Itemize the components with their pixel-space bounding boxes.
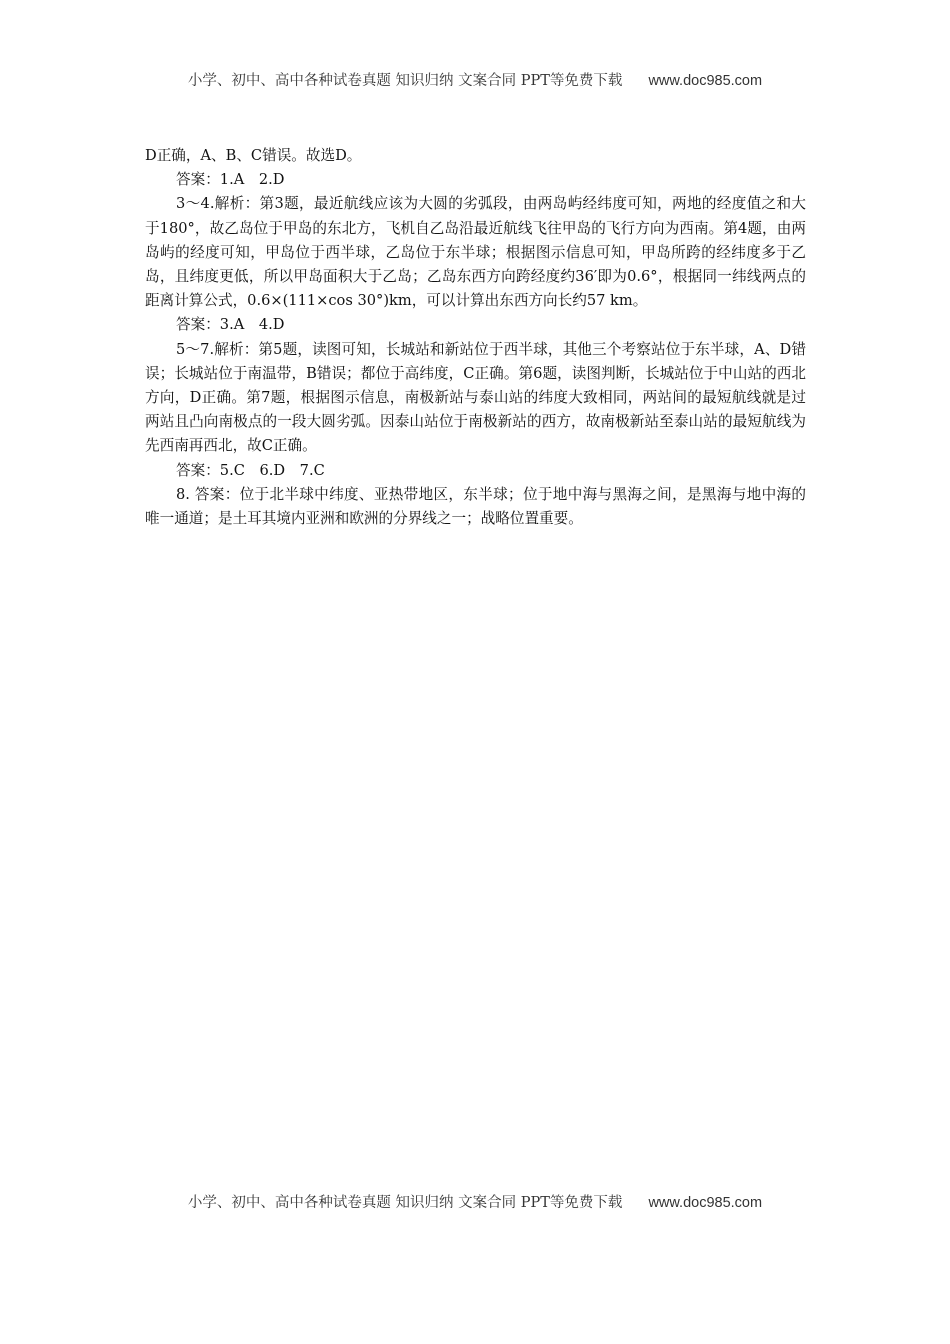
footer-text: 小学、初中、高中各种试卷真题 知识归纳 文案合同 PPT等免费下载 [187,1195,623,1211]
analysis-3-4: 3～4.解析：第3题，最近航线应该为大圆的劣弧段，由两岛屿经纬度可知，两地的经度值之和大于180°，故乙岛位于甲岛的东北方，飞机自乙岛沿最近航线飞往甲岛的飞行方向为西南。第4题，由两岛屿的经度可知，甲岛位于西半球，乙岛位于东半球；根据图示信息可知，甲岛所跨的经纬度多于乙岛，且纬度更低，所以甲岛面积大于乙岛；乙岛东西方向跨经度约36′即为0.6°，根据同一纬线两点的距离计算公式，0.6×(111×cos 30°)km，可以计算出东西方向长约57 km。 [145,195,806,310]
paragraph-continuation: D正确，A、B、C错误。故选D。 [145,147,362,164]
header-site-link[interactable]: www.doc985.com [648,73,763,89]
answer-3-4: 答案：3.A 4.D [176,316,285,334]
footer-site-link[interactable]: www.doc985.com [648,1195,763,1211]
answer-content [145,144,806,531]
header-text: 小学、初中、高中各种试卷真题 知识归纳 文案合同 PPT等免费下载 [187,73,623,89]
page-footer [0,1191,950,1212]
answer-5-7: 答案：5.C 6.D 7.C [176,461,325,479]
page-header [0,69,950,90]
answer-8: 8. 答案：位于北半球中纬度、亚热带地区，东半球；位于地中海与黑海之间，是黑海与地中海的唯一通道；是土耳其境内亚洲和欧洲的分界线之一；战略位置重要。 [145,485,806,528]
answer-1-2: 答案：1.A 2.D [176,171,285,189]
analysis-5-7: 5～7.解析：第5题，读图可知，长城站和新站位于西半球，其他三个考察站位于东半球，A、D错误；长城站位于南温带，B错误；都位于高纬度，C正确。第6题，读图判断，长城站位于中山站的西北方向，D正确。第7题，根据图示信息，南极新站与泰山站的纬度大致相同，两站间的最短航线就是过两站且凸向南极点的一段大圆劣弧。因泰山站位于南极新站的西方，故南极新站至泰山站的最短航线为先西南再西北，故C正确。 [145,340,806,455]
